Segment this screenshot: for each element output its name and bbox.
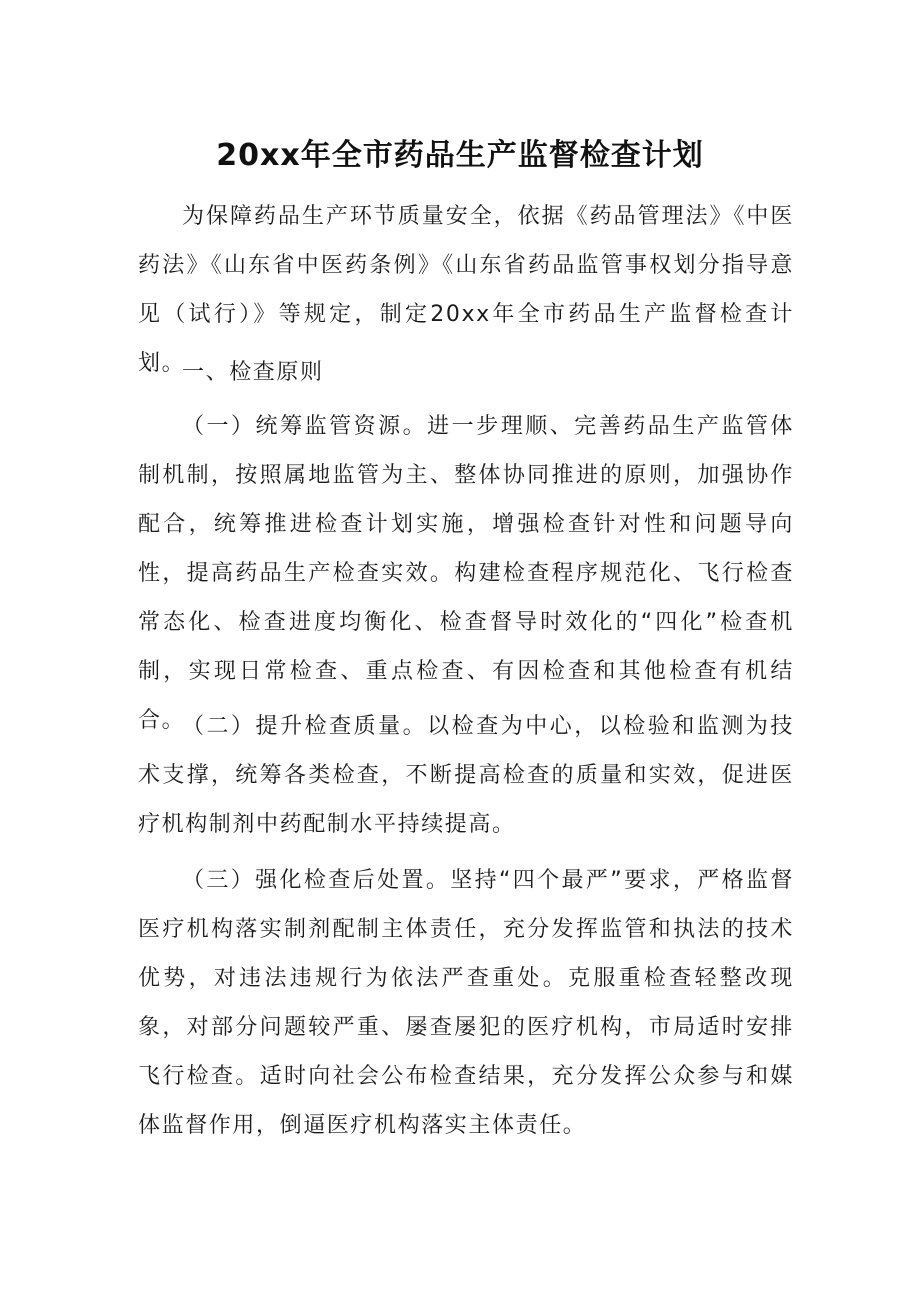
principle-paragraph-2: （二）提升检查质量。以检查为中心，以检验和监测为技术支撑，统筹各类检查，不断提高检查的质量和实效，促进医疗机构制剂中药配制水平持续提高。 <box>138 714 794 837</box>
principle-paragraph-1: （一）统筹监管资源。进一步理顺、完善药品生产监管体制机制，按照属地监管为主、整体协同推进的原则，加强协作配合，统筹推进检查计划实施，增强检查针对性和问题导向性，提高药品生产检查实效。构建检查程序规范化、飞行检查常态化、检查进度均衡化、检查督导时效化的“四化”检查机制，实现日常检查、重点检查、有因检查和其他检查有机结合。 <box>138 414 794 733</box>
intro-paragraph: 为保障药品生产环节质量安全，依据《药品管理法》《中医药法》《山东省中医药条例》《山东省药品监管事权划分指导意见（试行）》等规定，制定20xx年全市药品生产监督检查计划。 <box>138 204 794 376</box>
section-heading-principles: 一、检查原则 <box>182 360 324 385</box>
document-title: 20xx年全市药品生产监督检查计划 <box>216 138 704 173</box>
principle-paragraph-3: （三）强化检查后处置。坚持“四个最严”要求，严格监督医疗机构落实制剂配制主体责任，充分发挥监管和执法的技术优势，对违法违规行为依法严查重处。克服重检查轻整改现象，对部分问题较严重、屡查屡犯的医疗机构，市局适时安排飞行检查。适时向社会公布检查结果，充分发挥公众参与和媒体监督作用，倒逼医疗机构落实主体责任。 <box>138 868 794 1138</box>
